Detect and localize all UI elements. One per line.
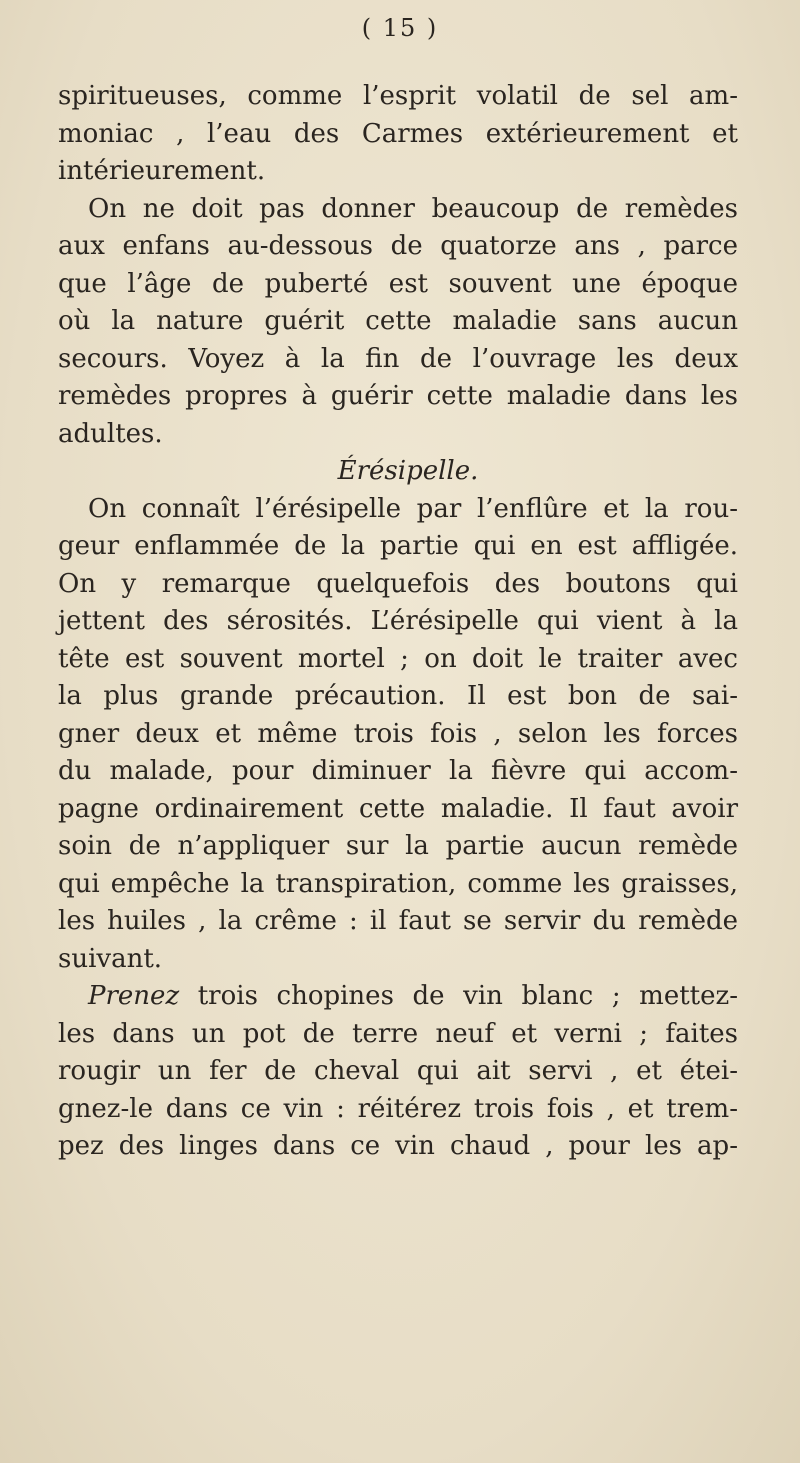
text-line: soin de n’appliquer sur la partie aucun remède: [58, 831, 738, 861]
text-line: qui empêche la transpiration, comme les graisses,: [58, 868, 738, 899]
text-line: On ne doit pas donner beaucoup de remèdes: [88, 193, 738, 224]
text-line: moniac , l’eau des Carmes extérieurement et: [58, 118, 738, 149]
text-line: gner deux et même trois fois , selon les forces: [58, 718, 738, 749]
text-line: du malade, pour diminuer la fièvre qui accom-: [58, 756, 738, 786]
text-line: secours. Voyez à la fin de l’ouvrage les deux: [58, 343, 738, 374]
text-line: jettent des sérosités. L’érésipelle qui vient à la: [58, 606, 738, 636]
text-line: tête est souvent mortel ; on doit le traiter avec: [58, 643, 738, 674]
text-line: adultes.: [58, 418, 163, 449]
text-fragment: trois chopines de vin blanc ; mettez-: [179, 981, 738, 1011]
text-line: les huiles , la crême : il faut se servir du remède: [58, 906, 738, 936]
text-line: [58, 978, 738, 1016]
recipe-keyword: Prenez: [88, 981, 180, 1011]
text-line: intérieurement.: [58, 156, 266, 186]
text-line: suivant.: [58, 943, 163, 974]
text-line: pez des linges dans ce vin chaud , pour les ap-: [58, 1131, 738, 1161]
section-heading: Érésipelle.: [337, 456, 479, 486]
text-line: On y remarque quelquefois des boutons qui: [58, 568, 738, 599]
text-line: remèdes propres à guérir cette maladie dans les: [58, 381, 738, 411]
page-number: ( 15 ): [361, 14, 439, 42]
text-line: que l’âge de puberté est souvent une époque: [58, 268, 738, 299]
text-line: On connaît l’érésipelle par l’enflûre et la rou-: [88, 493, 738, 524]
text-line: pagne ordinairement cette maladie. Il faut avoir: [58, 793, 738, 824]
text-line: les dans un pot de terre neuf et verni ; faites: [58, 1018, 738, 1049]
text-line: spiritueuses, comme l’esprit volatil de sel am-: [58, 81, 738, 111]
text-line: geur enflammée de la partie qui en est affligée.: [58, 531, 738, 561]
text-line: aux enfans au-dessous de quatorze ans , parce: [58, 231, 738, 261]
text-line: gnez-le dans ce vin : réitérez trois fois , et trem-: [58, 1093, 738, 1124]
body-text: [58, 78, 738, 1166]
text-line: où la nature guérit cette maladie sans aucun: [58, 306, 738, 336]
text-line: la plus grande précaution. Il est bon de sai-: [58, 681, 738, 711]
text-line: rougir un fer de cheval qui ait servi , et étei-: [58, 1056, 738, 1086]
